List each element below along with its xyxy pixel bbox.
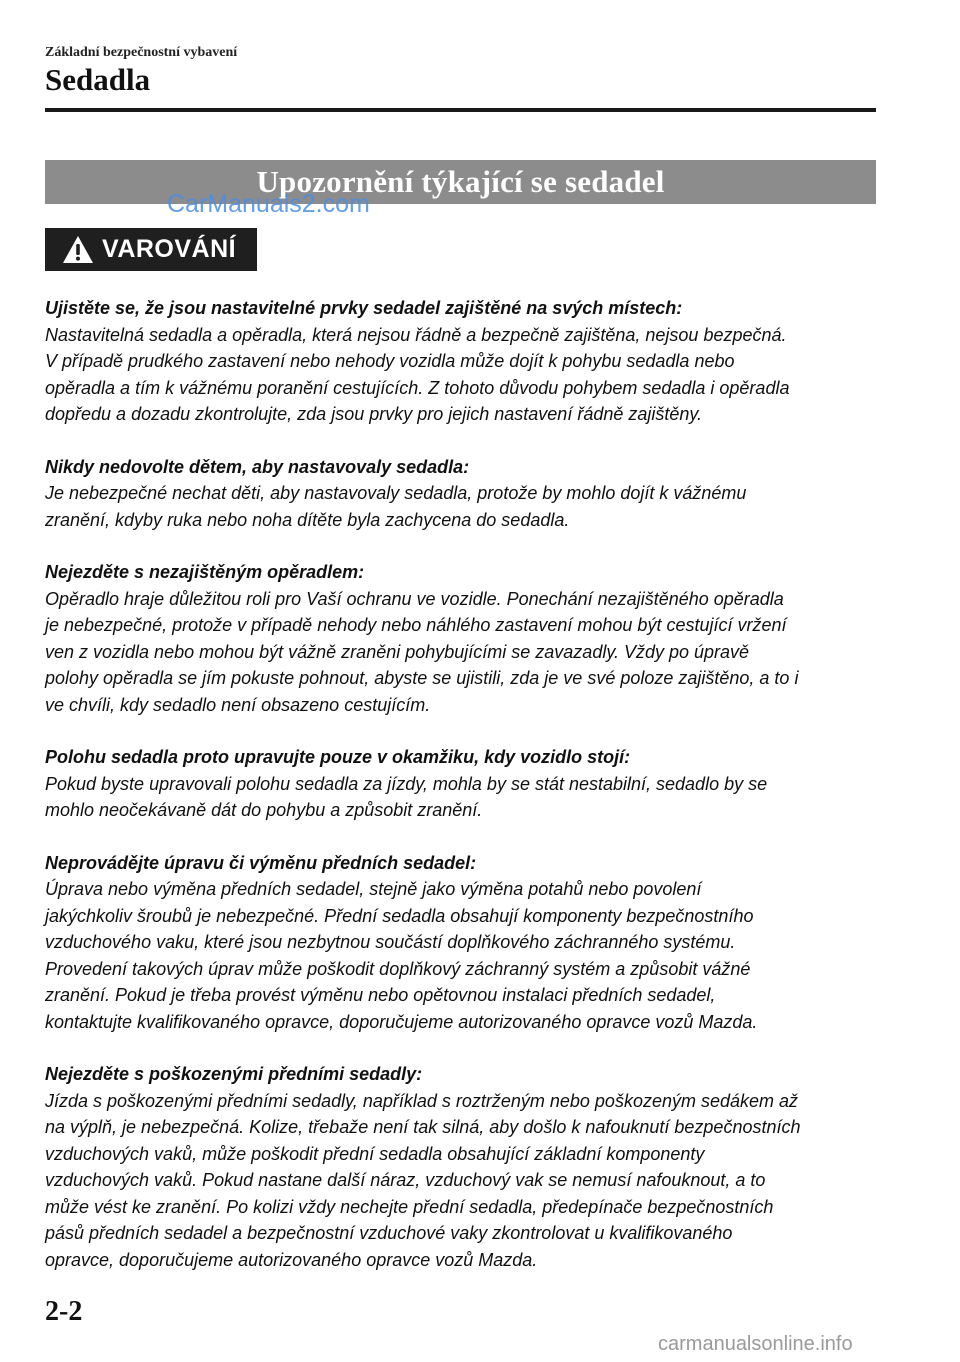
warning-block xyxy=(45,559,885,718)
warning-block xyxy=(45,744,885,824)
warning-badge xyxy=(45,228,257,271)
block-heading: Nikdy nedovolte dětem, aby nastavovaly sedadla: xyxy=(45,456,470,477)
block-heading: Nejezděte s poškozenými předními sedadly: xyxy=(45,1064,423,1084)
section-header: Základní bezpečnostní vybavení xyxy=(45,45,238,60)
warning-content xyxy=(45,295,885,1299)
block-heading: Nejezděte s nezajištěným opěradlem: xyxy=(45,562,365,582)
warning-triangle-icon xyxy=(62,235,94,264)
block-body: Jízda s poškozenými předními sedadly, například s roztrženým nebo poškozeným sedákem až na výplň, je nebezpečná. Kolize, třebaže není tak silná, aby došlo k nafouknutí bezpečnostních vzduchových vaků, může poškodit přední sedadla obsahující základní komponenty vzduchových vaků. Pokud nastane další náraz, vzduchový vak se nemusí nafouknout, a to může vést ke zranění. Po kolizi vždy nechejte přední sedadla, předepínače bezpečnostních pásů předních sedadel a bezpečnostní vzduchové vaky zkontrolovat u kvalifikovaného opravce, doporučujeme autorizovaného opravce vozů Mazda. xyxy=(45,1090,801,1270)
block-body: Pokud byste upravovali polohu sedadla za jízdy, mohla by se stát nestabilní, sedadlo by se mohlo neočekávaně dát do pohybu a způsobit zranění. xyxy=(45,773,768,820)
watermark-bottom: carmanualsonline.info xyxy=(658,1333,853,1355)
watermark-top: CarManuals2.com xyxy=(167,190,370,218)
warning-block xyxy=(45,850,885,1036)
warning-block xyxy=(45,295,885,428)
block-heading: Neprovádějte úpravu či výměnu předních sedadel: xyxy=(45,852,477,873)
warning-label: VAROVÁNÍ xyxy=(102,235,237,263)
chapter-title: Sedadla xyxy=(45,62,151,97)
block-body: Je nebezpečné nechat děti, aby nastavovaly sedadla, protože by mohlo dojít k vážnému zranění, kdyby ruka nebo noha dítěte byla zachycena do sedadla. xyxy=(45,483,747,530)
section-title: Upozornění týkající se sedadel xyxy=(256,164,665,199)
block-heading: Ujistěte se, že jsou nastavitelné prvky sedadel zajištěné na svých místech: xyxy=(45,298,683,318)
header-divider xyxy=(45,108,876,112)
block-body: Nastavitelná sedadla a opěradla, která nejsou řádně a bezpečně zajištěna, nejsou bezpečná. V případě prudkého zastavení nebo nehody vozidla může dojít k pohybu sedadla nebo opěradla a tím k vážnému poranění cestujících. Z tohoto důvodu pohybem sedadla i opěradla dopředu a dozadu zkontrolujte, zda jsou prvky pro jejich nastavení řádně zajištěny. xyxy=(45,324,790,424)
warning-block xyxy=(45,1061,885,1273)
warning-block xyxy=(45,454,885,534)
block-heading: Polohu sedadla proto upravujte pouze v okamžiku, kdy vozidlo stojí: xyxy=(45,747,631,767)
block-body: Úprava nebo výměna předních sedadel, stejně jako výměna potahů nebo povolení jakýchkoliv šroubů je nebezpečné. Přední sedadla obsahují komponenty bezpečnostního vzduchového vaku, které jsou nezbytnou součástí doplňkového záchranného systému. Provedení takových úprav může poškodit doplňkový záchranný systém a způsobit vážné zranění. Pokud je třeba provést výměnu nebo opětovnou instalaci předních sedadel, kontaktujte kvalifikovaného opravce, doporučujeme autorizovaného opravce vozů Mazda. xyxy=(45,879,758,1032)
page-number: 2-2 xyxy=(45,1296,83,1327)
block-body: Opěradlo hraje důležitou roli pro Vaší ochranu ve vozidle. Ponechání nezajištěného opěradla je nebezpečné, protože v případě nehody nebo náhlého zastavení mohou být cestující vržení ven z vozidla nebo mohou být vážně zraněni pohybujícími se zavazadly. Vždy po úpravě polohy opěradla se jím pokuste pohnout, abyste se ujistili, zda je ve své poloze zajištěno, a to i ve chvíli, kdy sedadlo není obsazeno cestujícím. xyxy=(45,588,799,715)
